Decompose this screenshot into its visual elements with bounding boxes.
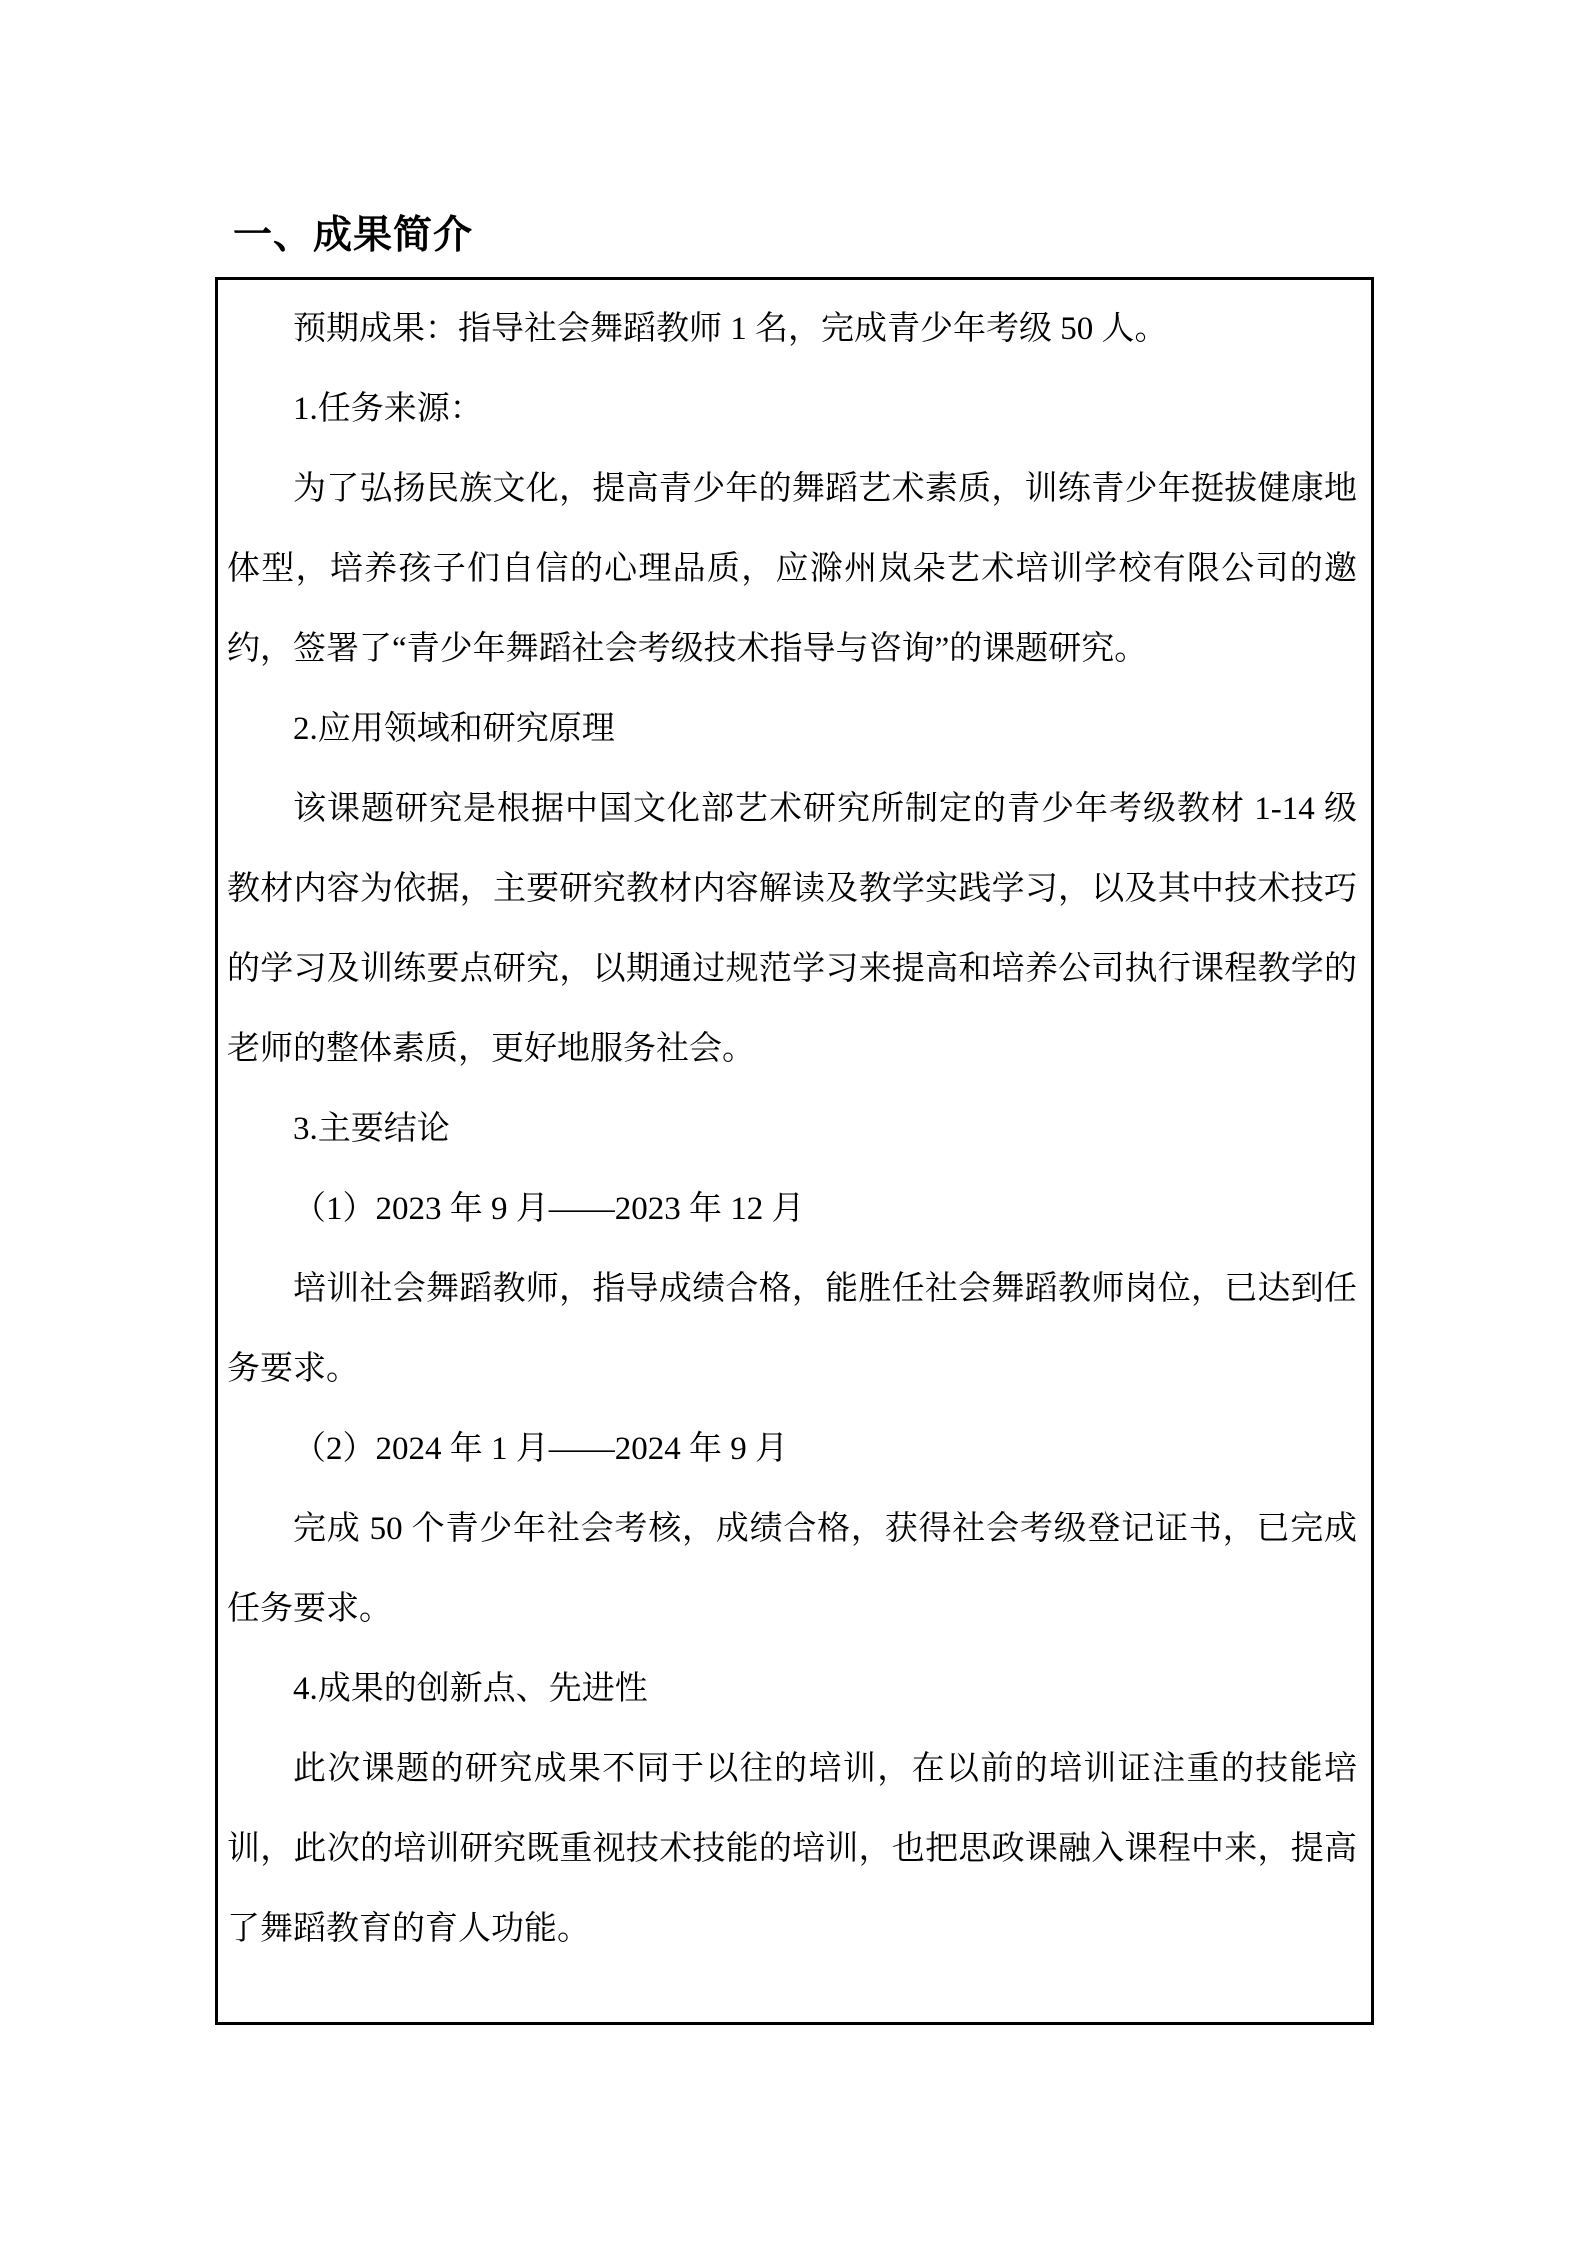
period-1-result-paragraph: 培训社会舞蹈教师，指导成绩合格，能胜任社会舞蹈教师岗位，已达到任务要求。 <box>227 1271 1357 1387</box>
application-field-heading: 2.应用领域和研究原理 <box>293 711 615 747</box>
content-box <box>215 277 1374 2025</box>
task-source-paragraph: 为了弘扬民族文化，提高青少年的舞蹈艺术素质，训练青少年挺拔健康地体型，培养孩子们自信的心理品质，应滁州岚朵艺术培训学校有限公司的邀约，签署了“青少年舞蹈社会考级技术指导与咨询”的课题研究。 <box>227 471 1357 667</box>
section-title: 一、成果简介 <box>233 214 474 257</box>
period-2-result-paragraph: 完成 50 个青少年社会考核，成绩合格，获得社会考级登记证书，已完成任务要求。 <box>227 1511 1357 1627</box>
innovation-paragraph: 此次课题的研究成果不同于以往的培训，在以前的培训证注重的技能培训，此次的培训研究既重视技术技能的培训，也把思政课融入课程中来，提高了舞蹈教育的育人功能。 <box>227 1751 1357 1947</box>
period-1-line: （1）2023 年 9 月——2023 年 12 月 <box>293 1191 805 1227</box>
innovation-heading: 4.成果的创新点、先进性 <box>293 1671 648 1707</box>
research-basis-paragraph: 该课题研究是根据中国文化部艺术研究所制定的青少年考级教材 1-14 级教材内容为依据，主要研究教材内容解读及教学实践学习，以及其中技术技巧的学习及训练要点研究，以期通过规范学习来提高和培养公司执行课程教学的老师的整体素质，更好地服务社会。 <box>227 791 1357 1067</box>
period-2-line: （2）2024 年 1 月——2024 年 9 月 <box>293 1431 788 1467</box>
task-source-heading: 1.任务来源： <box>293 391 483 427</box>
main-conclusions-heading: 3.主要结论 <box>293 1111 450 1147</box>
expected-results-line: 预期成果：指导社会舞蹈教师 1 名，完成青少年考级 50 人。 <box>293 311 1168 347</box>
